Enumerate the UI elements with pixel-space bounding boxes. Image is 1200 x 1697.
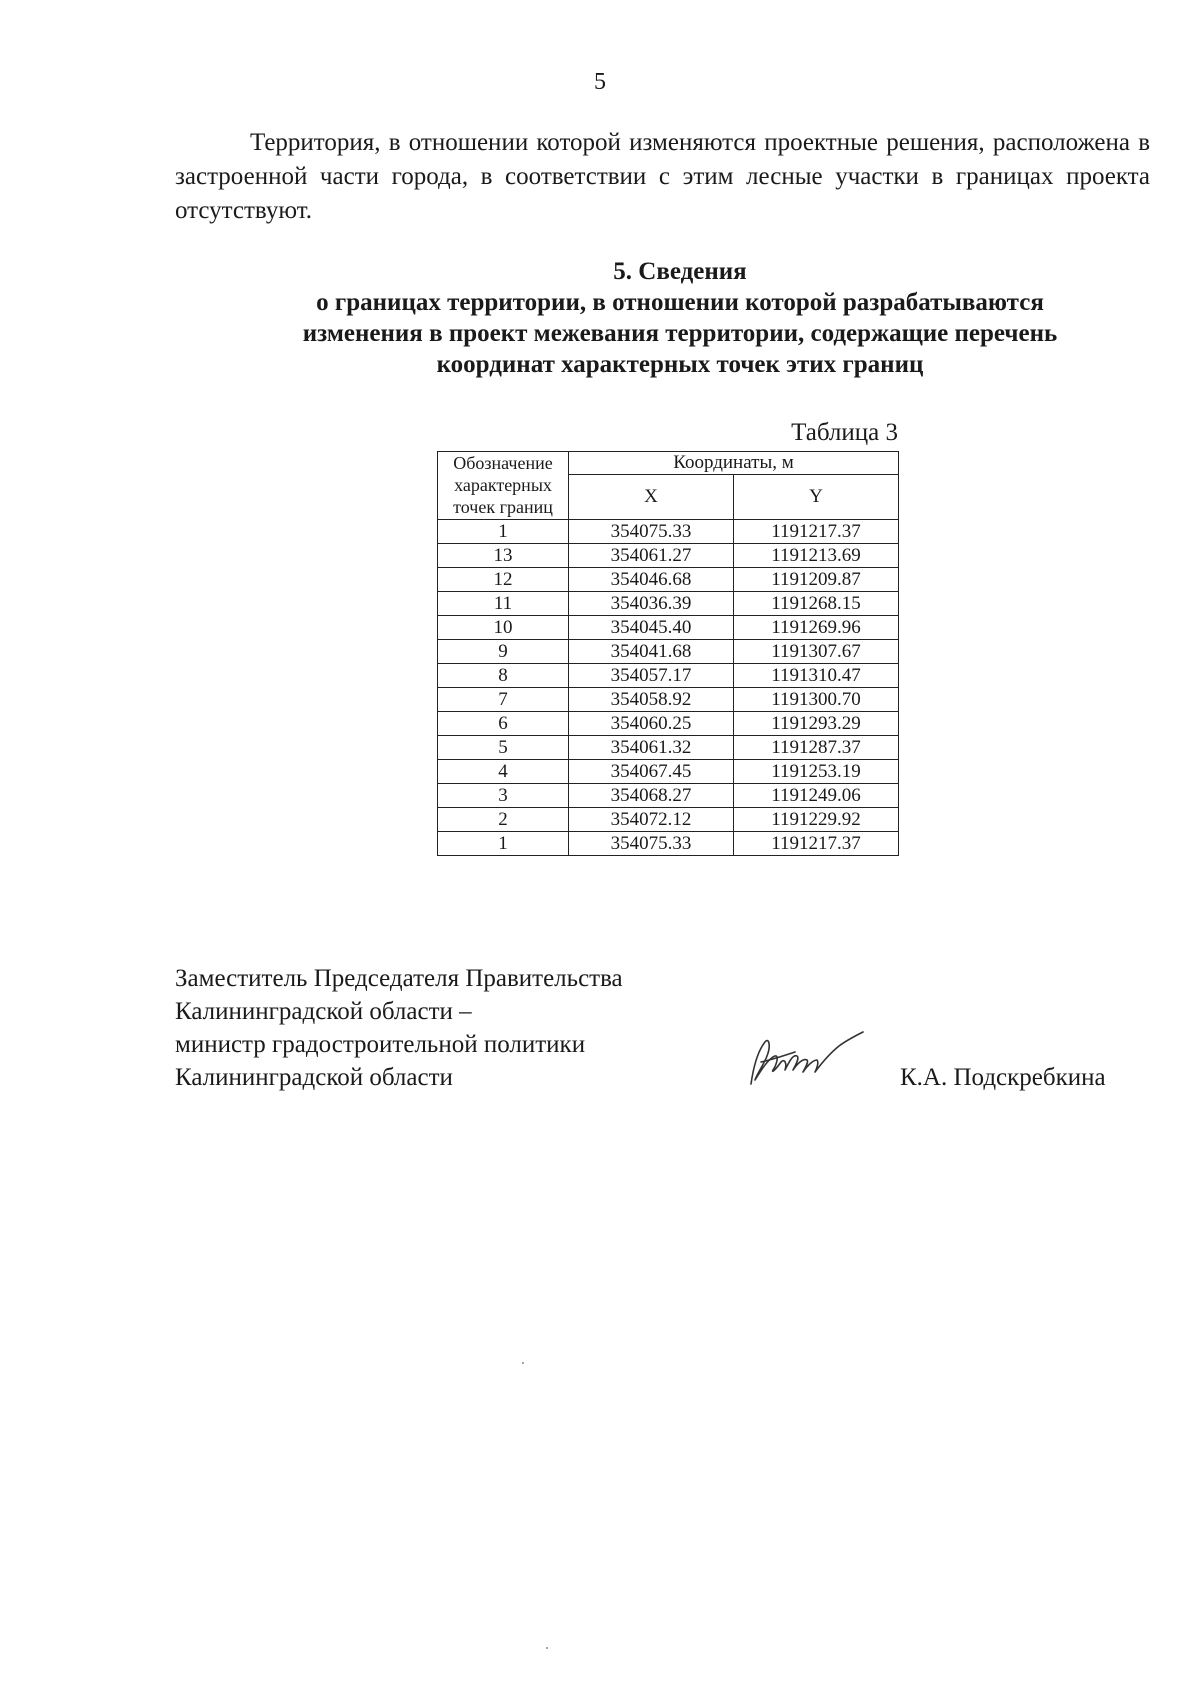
table-row bbox=[438, 808, 899, 832]
cell-y: 1191300.70 bbox=[734, 688, 899, 712]
cell-y: 1191217.37 bbox=[734, 520, 899, 544]
column-header-designation: Обозначение характерных точек границ bbox=[438, 452, 569, 520]
cell-y: 1191287.37 bbox=[734, 736, 899, 760]
cell-x: 354075.33 bbox=[569, 520, 734, 544]
cell-x: 354068.27 bbox=[569, 784, 734, 808]
section-heading bbox=[175, 256, 1185, 380]
table-row bbox=[438, 520, 899, 544]
signer-title-line-3: министр градостроительной политики bbox=[175, 1031, 586, 1058]
cell-x: 354060.25 bbox=[569, 712, 734, 736]
cell-x: 354057.17 bbox=[569, 664, 734, 688]
column-header-y: Y bbox=[734, 475, 899, 520]
cell-point: 9 bbox=[438, 640, 569, 664]
cell-y: 1191269.96 bbox=[734, 616, 899, 640]
cell-point: 2 bbox=[438, 808, 569, 832]
scan-speck bbox=[522, 1362, 524, 1364]
table-row bbox=[438, 688, 899, 712]
cell-y: 1191310.47 bbox=[734, 664, 899, 688]
table-label: Таблица 3 bbox=[791, 419, 898, 446]
table-row bbox=[438, 640, 899, 664]
intro-paragraph: Территория, в отношении которой изменяются проектные решения, расположена в застроенной части города, в соответствии с этим лесные участки в границах проекта отсутствуют. bbox=[175, 129, 1150, 224]
page-number: 5 bbox=[594, 69, 606, 95]
cell-point: 8 bbox=[438, 664, 569, 688]
scan-speck bbox=[546, 1647, 548, 1649]
cell-y: 1191253.19 bbox=[734, 760, 899, 784]
cell-y: 1191213.69 bbox=[734, 544, 899, 568]
cell-x: 354041.68 bbox=[569, 640, 734, 664]
table-row bbox=[438, 568, 899, 592]
cell-x: 354046.68 bbox=[569, 568, 734, 592]
table-body bbox=[438, 520, 899, 856]
cell-point: 13 bbox=[438, 544, 569, 568]
table-row bbox=[438, 784, 899, 808]
column-header-x: X bbox=[569, 475, 734, 520]
coordinates-table bbox=[437, 451, 899, 856]
section-heading-line-1: 5. Сведения bbox=[613, 258, 747, 285]
cell-point: 10 bbox=[438, 616, 569, 640]
section-heading-line-2: о границах территории, в отношении которой разрабатываются bbox=[316, 289, 1044, 316]
cell-y: 1191268.15 bbox=[734, 592, 899, 616]
signer-title-line-2: Калининградской области – bbox=[175, 998, 472, 1025]
cell-point: 12 bbox=[438, 568, 569, 592]
cell-y: 1191217.37 bbox=[734, 832, 899, 856]
section-heading-line-4: координат характерных точек этих границ bbox=[436, 351, 924, 378]
signer-title-line-1: Заместитель Председателя Правительства bbox=[175, 965, 623, 992]
table-row bbox=[438, 664, 899, 688]
cell-y: 1191293.29 bbox=[734, 712, 899, 736]
cell-x: 354067.45 bbox=[569, 760, 734, 784]
table-row bbox=[438, 832, 899, 856]
table-row bbox=[438, 712, 899, 736]
cell-x: 354045.40 bbox=[569, 616, 734, 640]
cell-point: 1 bbox=[438, 832, 569, 856]
cell-x: 354061.32 bbox=[569, 736, 734, 760]
table-row bbox=[438, 760, 899, 784]
cell-point: 1 bbox=[438, 520, 569, 544]
cell-y: 1191209.87 bbox=[734, 568, 899, 592]
cell-point: 6 bbox=[438, 712, 569, 736]
cell-point: 7 bbox=[438, 688, 569, 712]
table-row bbox=[438, 616, 899, 640]
cell-y: 1191307.67 bbox=[734, 640, 899, 664]
cell-point: 5 bbox=[438, 736, 569, 760]
column-header-coordinates: Координаты, м bbox=[569, 452, 899, 475]
cell-y: 1191249.06 bbox=[734, 784, 899, 808]
signer-name: К.А. Подскребкина bbox=[900, 1064, 1106, 1091]
table-row bbox=[438, 544, 899, 568]
cell-y: 1191229.92 bbox=[734, 808, 899, 832]
cell-point: 3 bbox=[438, 784, 569, 808]
cell-x: 354075.33 bbox=[569, 832, 734, 856]
cell-x: 354058.92 bbox=[569, 688, 734, 712]
cell-x: 354072.12 bbox=[569, 808, 734, 832]
cell-point: 4 bbox=[438, 760, 569, 784]
cell-x: 354036.39 bbox=[569, 592, 734, 616]
section-heading-line-3: изменения в проект межевания территории, содержащие перечень bbox=[302, 320, 1058, 347]
cell-point: 11 bbox=[438, 592, 569, 616]
cell-x: 354061.27 bbox=[569, 544, 734, 568]
table-header-row bbox=[438, 452, 899, 475]
table-row bbox=[438, 592, 899, 616]
handwritten-signature bbox=[743, 1022, 868, 1092]
table-row bbox=[438, 736, 899, 760]
signer-title-line-4: Калининградской области bbox=[175, 1064, 453, 1091]
